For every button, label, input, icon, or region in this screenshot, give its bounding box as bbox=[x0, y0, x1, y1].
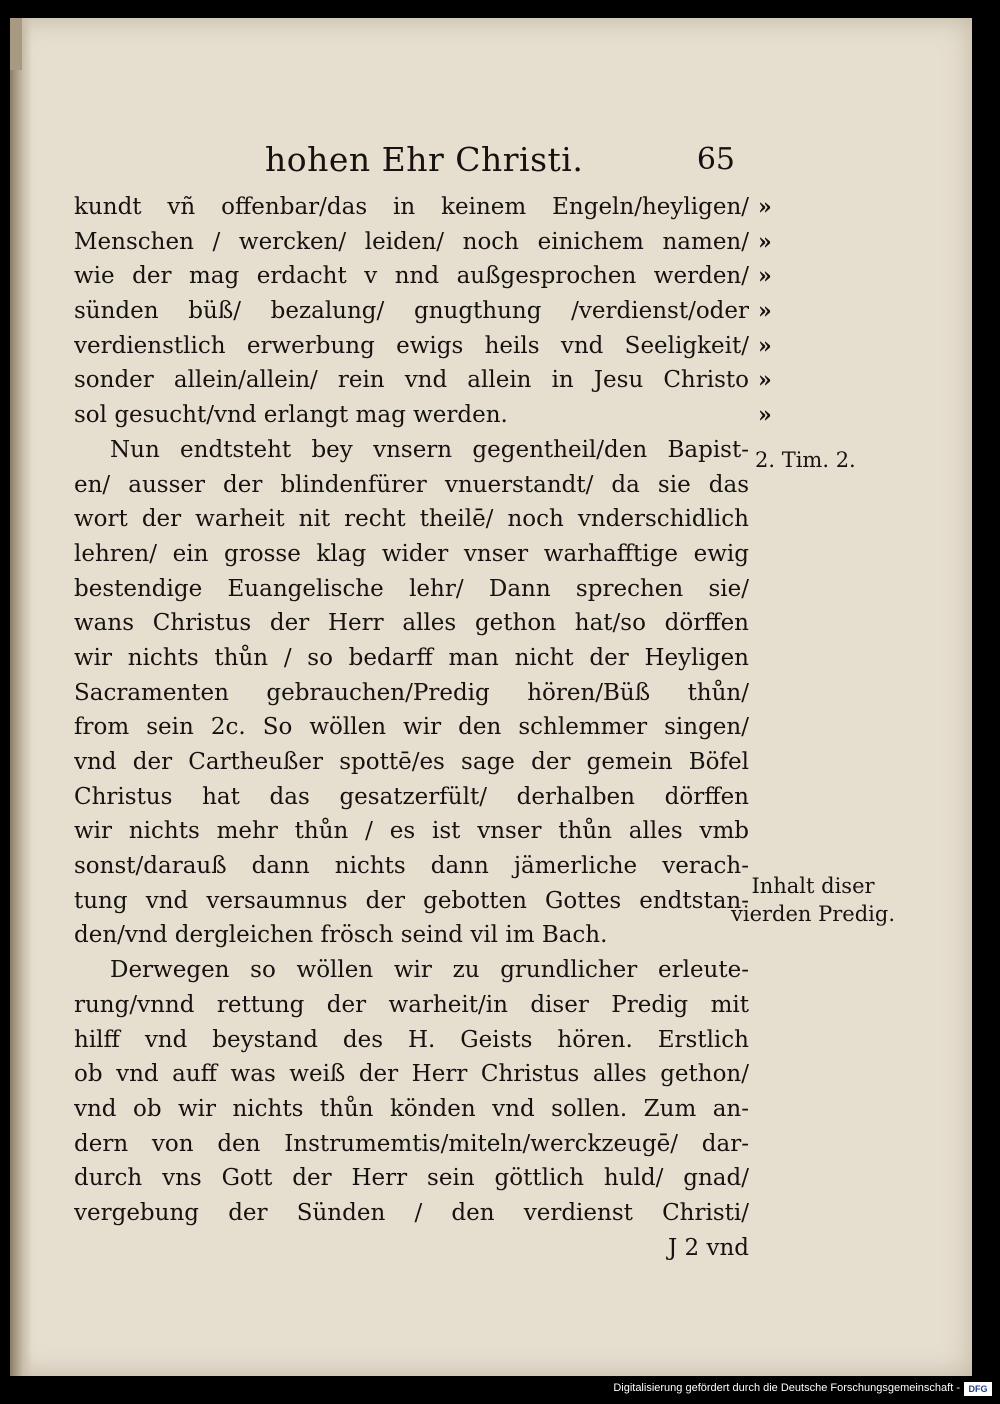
text-line: wans Christus der Herr alles gethon hat/so dörffen bbox=[74, 610, 749, 637]
text-line: Nun endtsteht bey vnsern gegentheil/den Bapist- bbox=[110, 436, 749, 463]
quotation-marks-column bbox=[758, 190, 798, 433]
margin-note-line: vierden Predig. bbox=[731, 902, 895, 926]
text-line: vnd der Cartheußer spottē/es sage der gemein Böfel bbox=[74, 749, 749, 775]
text-line: Sacramenten gebrauchen/Predig hören/Büß thůn/ bbox=[74, 679, 749, 706]
text-line: sonder allein/allein/ rein vnd allein in Jesu Christo bbox=[74, 367, 749, 394]
quote-mark: » bbox=[758, 263, 772, 290]
page-gutter bbox=[10, 18, 32, 1376]
text-line: Christus hat das gesatzerfült/ derhalben dörffen bbox=[74, 783, 749, 810]
margin-note-reference: 2. Tim. 2. bbox=[755, 448, 856, 472]
text-line: en/ ausser der blindenfürer vnuerstandt/ da sie das bbox=[74, 471, 749, 498]
text-line: Derwegen so wöllen wir zu grundlicher erleute- bbox=[110, 957, 749, 984]
text-line: tung vnd versaumnus der gebotten Gottes endtstan- bbox=[74, 887, 749, 914]
text-line: wir nichts thůn / so bedarff man nicht der Heyligen bbox=[74, 644, 749, 671]
quote-mark: » bbox=[758, 228, 772, 255]
page-corner bbox=[10, 18, 22, 70]
text-line: rung/vnnd rettung der warheit/in diser Predig mit bbox=[74, 991, 749, 1018]
footer-bar bbox=[0, 1376, 1000, 1404]
book-page bbox=[10, 18, 972, 1376]
catchword-line: J 2 vnd bbox=[667, 1234, 749, 1261]
text-line: den/vnd dergleichen frösch seind vil im Bach. bbox=[74, 922, 608, 949]
text-line: wie der mag erdacht v nnd außgesprochen werden/ bbox=[74, 263, 749, 290]
text-line: ob vnd auff was weiß der Herr Christus alles gethon/ bbox=[74, 1061, 749, 1088]
text-line: durch vns Gott der Herr sein göttlich huld/ gnad/ bbox=[74, 1165, 749, 1192]
text-line: wir nichts mehr thůn / es ist vnser thůn alles vmb bbox=[74, 818, 749, 845]
text-line: sünden büß/ bezalung/ gnugthung /verdienst/oder bbox=[74, 298, 749, 325]
quote-mark: » bbox=[758, 332, 772, 359]
text-line: Menschen / wercken/ leiden/ noch einichem namen/ bbox=[74, 228, 749, 255]
text-line: sonst/darauß dann nichts dann jämerliche verach- bbox=[74, 853, 749, 880]
page-number: 65 bbox=[696, 142, 735, 177]
text-line: vnd ob wir nichts thůn könden vnd sollen. Zum an- bbox=[74, 1095, 749, 1122]
page-header bbox=[265, 140, 735, 186]
text-line: vergebung der Sünden / den verdienst Christi/ bbox=[74, 1199, 749, 1226]
text-line: sol gesucht/vnd erlangt mag werden. bbox=[74, 402, 508, 429]
margin-note-line: Inhalt diser bbox=[751, 874, 875, 898]
text-line: wort der warheit nit recht theilē/ noch vnderschidlich bbox=[74, 506, 749, 533]
quote-mark: » bbox=[758, 367, 772, 394]
text-line: lehren/ ein grosse klag wider vnser warhafftige ewig bbox=[74, 540, 749, 567]
text-line: dern von den Instrumemtis/miteln/werckzeugē/ dar- bbox=[74, 1130, 749, 1157]
body-text bbox=[74, 190, 749, 1265]
quote-mark: » bbox=[758, 298, 772, 325]
text-line: bestendige Euangelische lehr/ Dann sprechen sie/ bbox=[74, 575, 749, 602]
text-line: kundt vñ offenbar/das in keinem Engeln/heyligen/ bbox=[74, 194, 749, 220]
running-title: hohen Ehr Christi. bbox=[265, 140, 584, 179]
funding-credit: Digitalisierung gefördert durch die Deutsche Forschungsgemeinschaft - bbox=[613, 1382, 960, 1394]
quote-mark: » bbox=[758, 402, 772, 429]
text-line: from sein 2c. So wöllen wir den schlemmer singen/ bbox=[74, 714, 749, 741]
margin-note-content bbox=[728, 872, 898, 928]
text-line: verdienstlich erwerbung ewigs heils vnd Seeligkeit/ bbox=[74, 332, 749, 359]
quote-mark: » bbox=[758, 194, 772, 220]
text-line: hilff vnd beystand des H. Geists hören. Erstlich bbox=[74, 1026, 749, 1053]
dfg-logo: DFG bbox=[964, 1382, 992, 1396]
